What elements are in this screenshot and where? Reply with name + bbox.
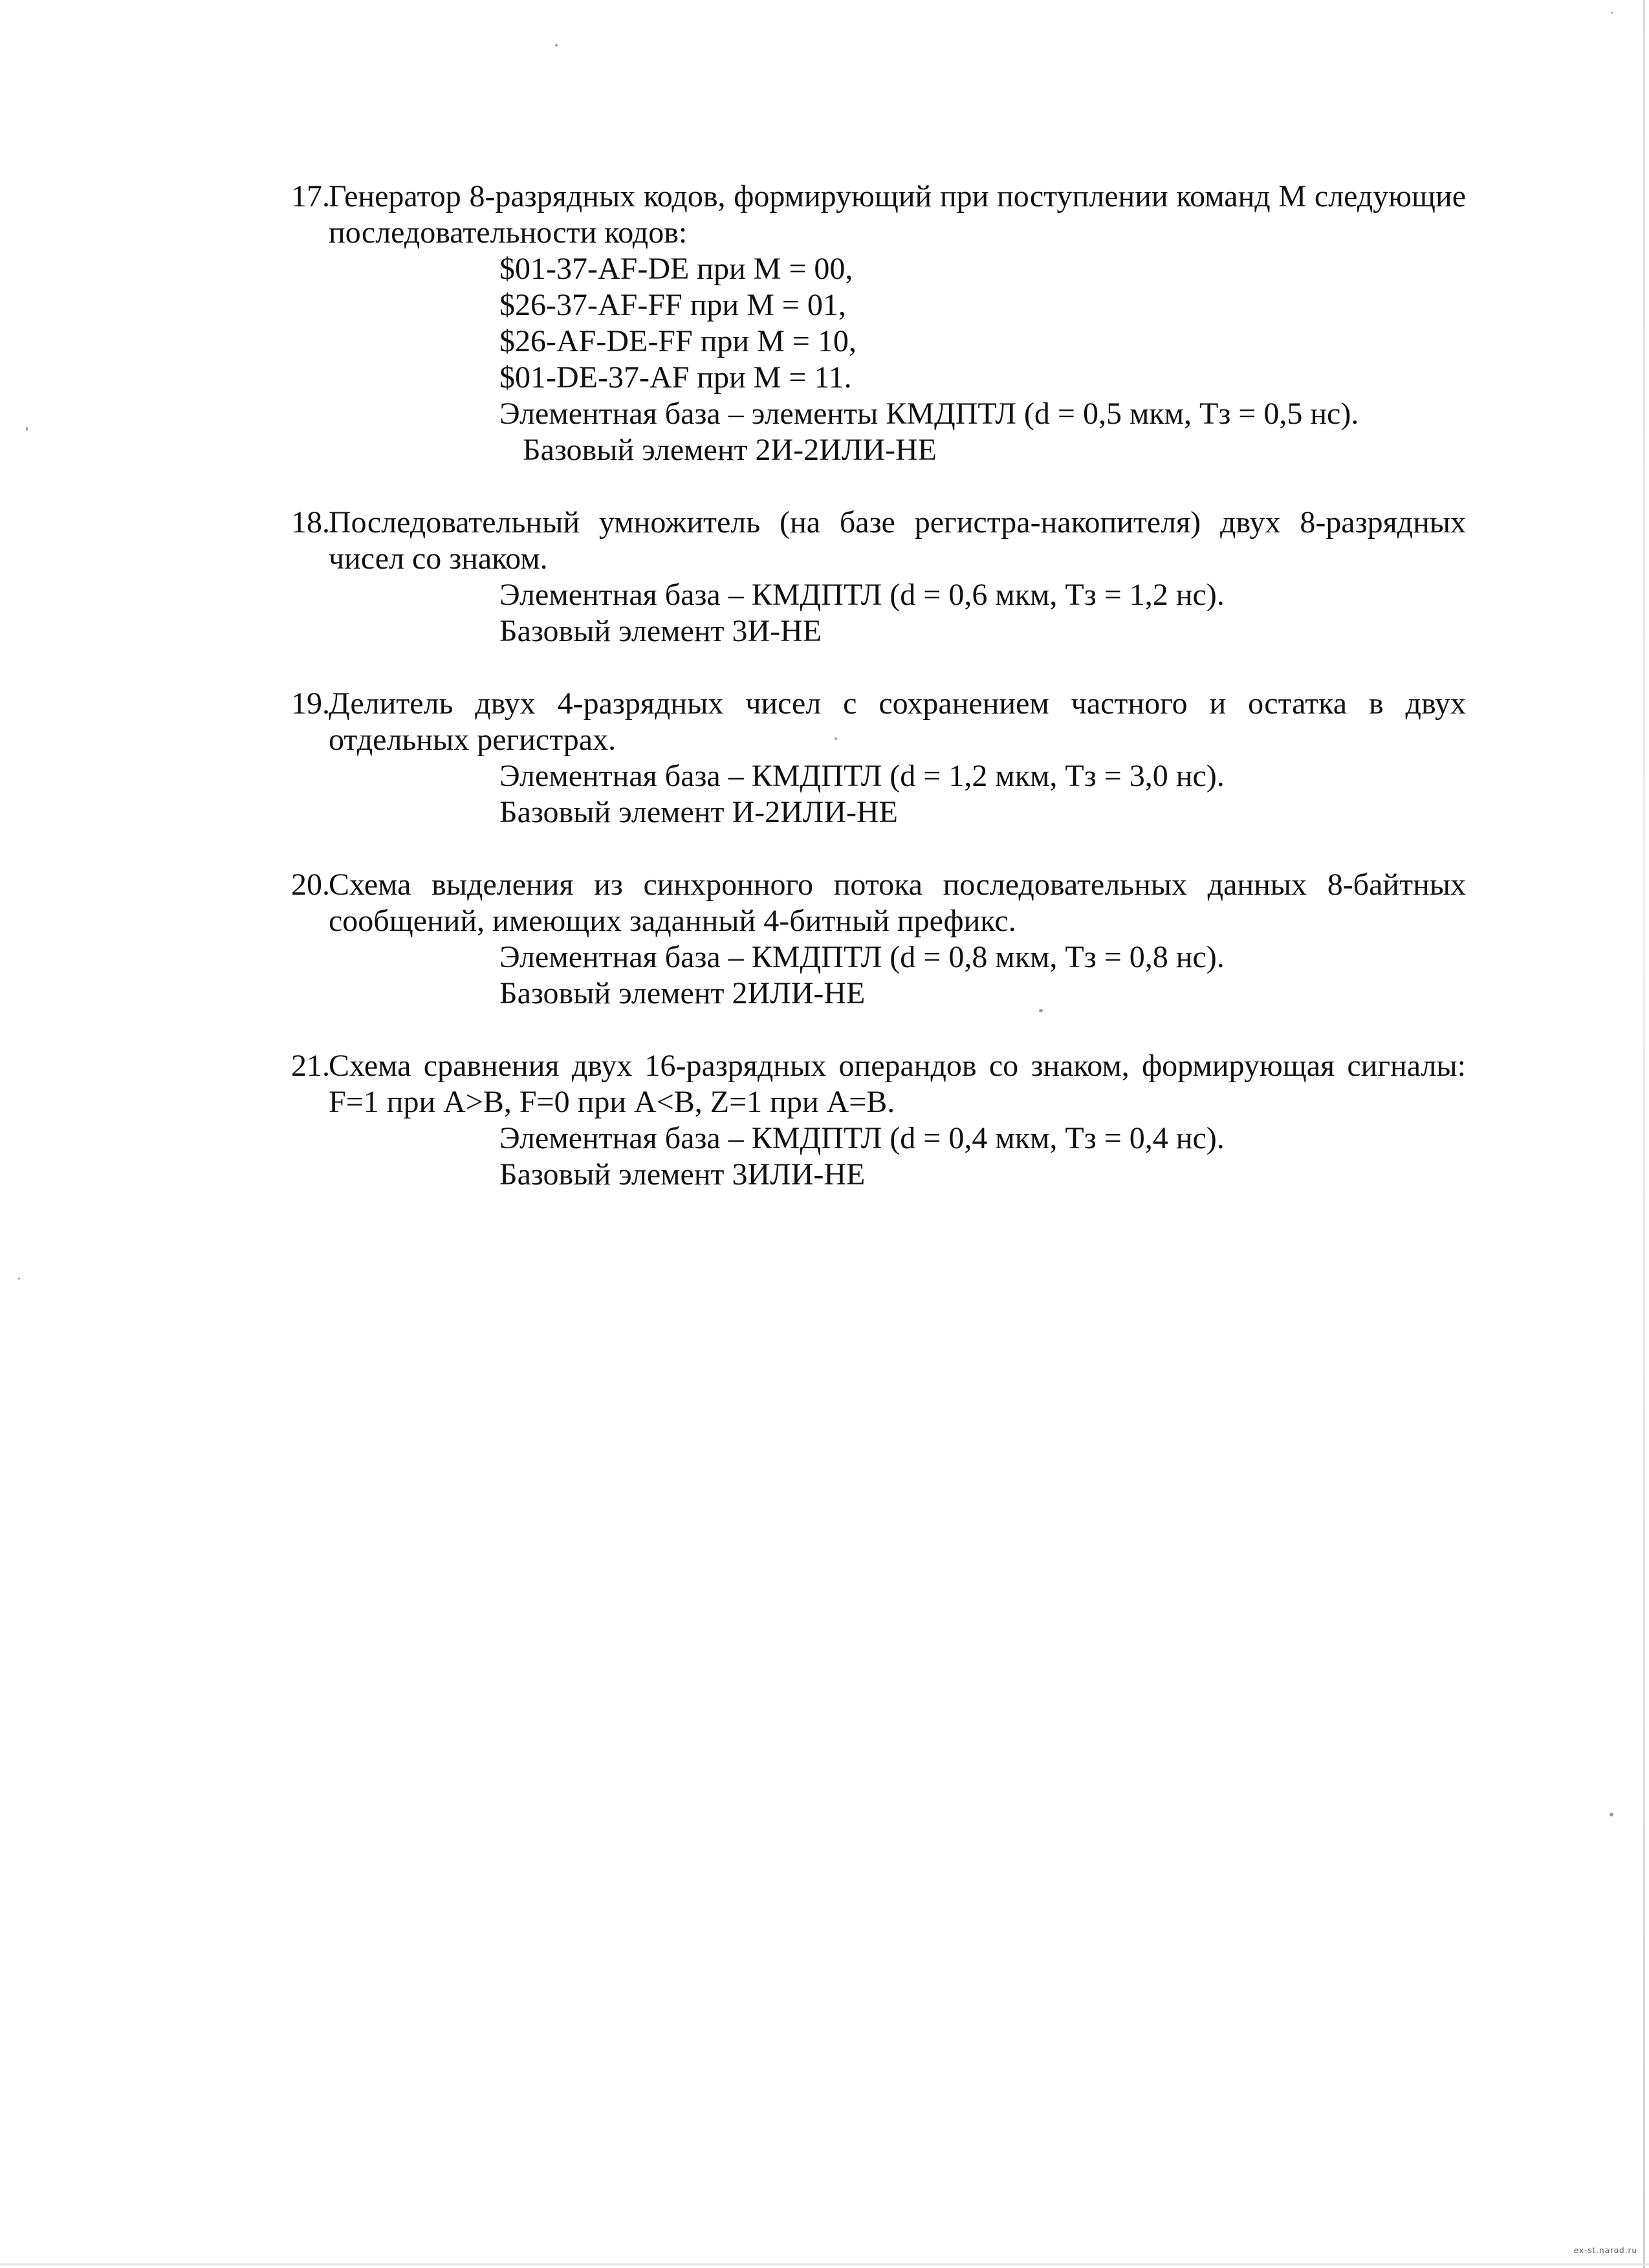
scan-speck [1611, 12, 1613, 14]
code-sequence-line: $26-37-AF-FF при М = 01, [499, 288, 846, 322]
base-element-line: Базовый элемент 2И-2ИЛИ-НЕ [523, 433, 937, 467]
task-21 [277, 1048, 1466, 1193]
task-number: 17. [291, 179, 330, 213]
scan-edge-shadow [1643, 0, 1645, 2268]
task-number: 20. [291, 867, 330, 902]
element-base-line: Элементная база – КМДПТЛ (d = 0,4 мкм, Тз = 0,4 нс). [499, 1121, 1225, 1155]
task-description: Схема сравнения двух 16-разрядных операндов со знаком, формирующая сигналы: F=1 при A>B, F=0 при A<B, Z=1 при A=B. [329, 1049, 1466, 1119]
scan-speck [26, 427, 28, 431]
task-number: 19. [291, 686, 330, 721]
task-description: Последовательный умножитель (на базе регистра-накопителя) двух 8-разрядных чисел со знаком. [329, 505, 1466, 576]
task-description: Схема выделения из синхронного потока последовательных данных 8-байтных сообщений, имеющих заданный 4-битный префикс. [329, 867, 1466, 938]
scan-edge-shadow-bottom [0, 2263, 1649, 2265]
element-base-line: Элементная база – КМДПТЛ (d = 1,2 мкм, Тз = 3,0 нс). [499, 759, 1225, 793]
task-19 [277, 686, 1466, 831]
task-list [277, 179, 1466, 1229]
element-base-line: Элементная база – КМДПТЛ (d = 0,8 мкм, Тз = 0,8 нс). [499, 940, 1225, 974]
base-element-line: Базовый элемент 3И-НЕ [499, 614, 822, 648]
task-description: Генератор 8-разрядных кодов, формирующий при поступлении команд М следующие последовательности кодов: [329, 179, 1466, 250]
code-sequence-line: $01-37-AF-DE при М = 00, [499, 252, 853, 286]
task-number: 21. [291, 1049, 330, 1083]
task-18 [277, 505, 1466, 649]
code-sequence-line: $01-DE-37-AF при М = 11. [499, 360, 852, 395]
scan-speck [18, 1278, 20, 1280]
task-20 [277, 867, 1466, 1012]
scan-speck [835, 737, 837, 740]
base-element-line: Базовый элемент И-2ИЛИ-НЕ [499, 795, 898, 829]
scan-speck [555, 44, 558, 47]
base-element-line: Базовый элемент 3ИЛИ-НЕ [499, 1157, 866, 1192]
element-base-line: Элементная база – КМДПТЛ (d = 0,6 мкм, Тз = 1,2 нс). [499, 578, 1225, 612]
footer-watermark: ex-st.narod.ru [1573, 2246, 1637, 2255]
scan-speck [1610, 1813, 1613, 1816]
base-element-line: Базовый элемент 2ИЛИ-НЕ [499, 976, 866, 1010]
task-description: Делитель двух 4-разрядных чисел с сохранением частного и остатка в двух отдельных регистрах. [329, 686, 1466, 757]
task-number: 18. [291, 505, 330, 540]
scan-speck [1039, 1009, 1043, 1012]
code-sequence-line: $26-AF-DE-FF при М = 10, [499, 324, 857, 358]
element-base-line: Элементная база – элементы КМДПТЛ (d = 0,5 мкм, Тз = 0,5 нс). [499, 397, 1359, 431]
task-17 [277, 179, 1466, 468]
